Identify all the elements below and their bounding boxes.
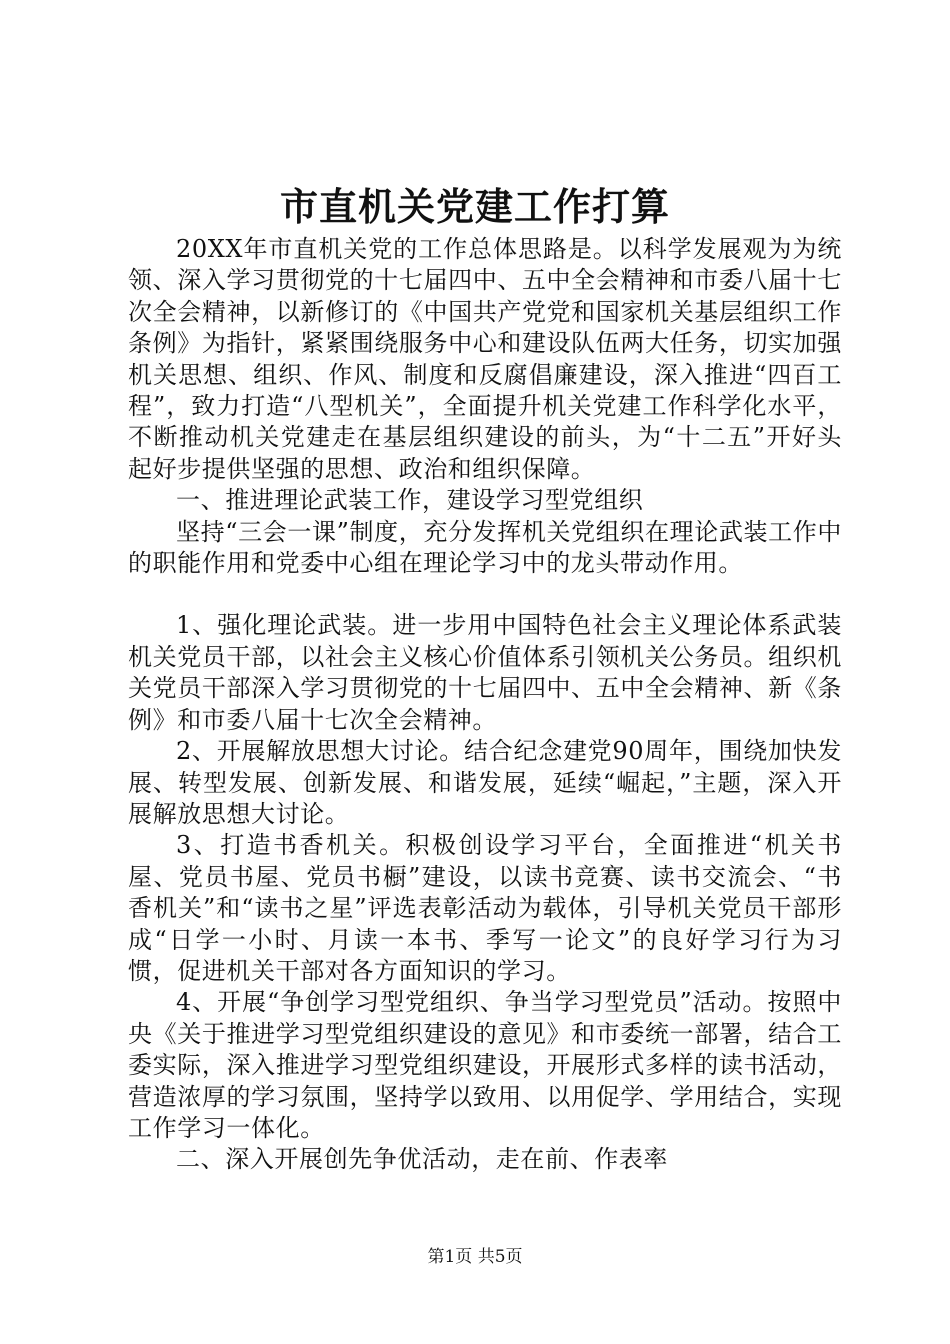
list-item-4: 4、开展“争创学习型党组织、争当学习型党员”活动。按照中央《关于推进学习型党组织建设的意见》和市委统一部署，结合工委实际，深入推进学习型党组织建设，开展形式多样的读书活动，营造浓厚的学习氛围，坚持学以致用、以用促学、学用结合，实现工作学习一体化。 bbox=[128, 988, 842, 1142]
page-footer: 第1页 共5页 bbox=[427, 1247, 523, 1267]
intro-paragraph: 20XX年市直机关党的工作总体思路是。以科学发展观为为统领、深入学习贯彻党的十七届四中、五中全会精神和市委八届十七次全会精神，以新修订的《中国共产党党和国家机关基层组织工作条例》为指针，紧紧围绕服务中心和建设队伍两大任务，切实加强机关思想、组织、作风、制度和反腐倡廉建设，深入推进“四百工程”，致力打造“八型机关”，全面提升机关党建工作科学化水平，不断推动机关党建走在基层组织建设的前头，为“十二五”开好头起好步提供坚强的思想、政治和组织保障。 bbox=[128, 235, 842, 483]
section-heading-1: 一、推进理论武装工作，建设学习型党组织 bbox=[176, 486, 644, 515]
document-body bbox=[128, 234, 842, 1176]
list-item-2: 2、开展解放思想大讨论。结合纪念建党90周年，围绕加快发展、转型发展、创新发展、和谐发展，延续“崛起，”主题，深入开展解放思想大讨论。 bbox=[128, 737, 842, 828]
list-item-3: 3、打造书香机关。积极创设学习平台，全面推进“机关书屋、党员书屋、党员书橱”建设，以读书竞赛、读书交流会、“书香机关”和“读书之星”评选表彰活动为载体，引导机关党员干部形成“日学一小时、月读一本书、季写一论文”的良好学习行为习惯，促进机关干部对各方面知识的学习。 bbox=[128, 831, 842, 985]
paragraph-three-meetings: 坚持“三会一课”制度，充分发挥机关党组织在理论武装工作中的职能作用和党委中心组在理论学习中的龙头带动作用。 bbox=[128, 517, 842, 578]
section-heading-2: 二、深入开展创先争优活动，走在前、作表率 bbox=[176, 1145, 668, 1174]
page-title: 市直机关党建工作打算 bbox=[279, 184, 670, 229]
list-item-1: 1、强化理论武装。进一步用中国特色社会主义理论体系武装机关党员干部，以社会主义核心价值体系引领机关公务员。组织机关党员干部深入学习贯彻党的十七届四中、五中全会精神、新《条例》和市委八届十七次全会精神。 bbox=[128, 611, 842, 734]
